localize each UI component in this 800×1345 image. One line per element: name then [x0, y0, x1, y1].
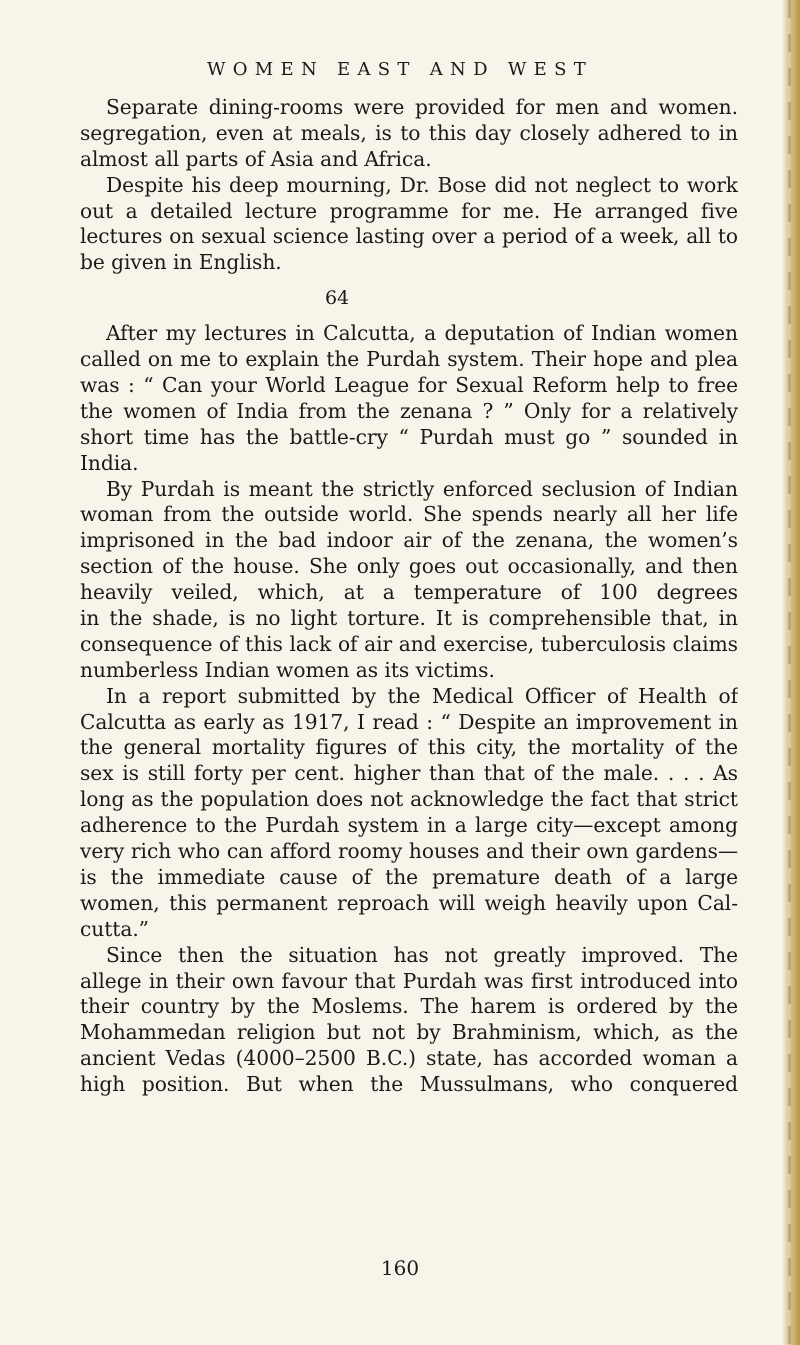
text-line: the women of India from the zenana ? ” Only for a relatively — [80, 398, 738, 423]
text-line: is the immediate cause of the premature death of a large — [80, 864, 738, 889]
text-line: women, this permanent reproach will weigh heavily upon Cal- — [80, 890, 738, 915]
text-line: very rich who can afford roomy houses and their own gardens— — [80, 839, 738, 864]
text-line: consequence of this lack of air and exercise, tuberculosis claims — [80, 631, 738, 656]
page-number: 160 — [380, 1256, 420, 1280]
text-line: was : “ Can your World League for Sexual Reform help to free — [80, 373, 738, 398]
text-line: sex is still forty per cent. higher than that of the male. . . . As — [80, 761, 738, 786]
text-line: In a report submitted by the Medical Officer of Health of — [106, 683, 738, 708]
text-line: India. — [80, 450, 139, 475]
body-text — [80, 95, 738, 1098]
page-edge-shadow — [782, 0, 800, 1345]
text-line: Mohammedan religion but not by Brahminism, which, as the — [80, 1020, 738, 1045]
text-line: After my lectures in Calcutta, a deputation of Indian women — [106, 321, 738, 346]
running-head: WOMEN EAST AND WEST — [206, 59, 594, 80]
text-line: Despite his deep mourning, Dr. Bose did not neglect to work — [106, 172, 738, 197]
text-line: Since then the situation has not greatly improved. The — [106, 942, 738, 967]
text-line: ancient Vedas (4000–2500 B.C.) state, has accorded woman a — [80, 1046, 738, 1071]
text-line: almost all parts of Asia and Africa. — [80, 146, 432, 171]
text-line: short time has the battle-cry “ Purdah must go ” sounded in — [80, 424, 738, 449]
text-line: allege in their own favour that Purdah was first introduced into — [80, 968, 738, 993]
text-line: out a detailed lecture programme for me. He arranged five — [80, 198, 738, 223]
text-line: adherence to the Purdah system in a large city—except among — [80, 813, 738, 838]
text-line: woman from the outside world. She spends nearly all her life — [80, 502, 738, 527]
text-line: called on me to explain the Purdah system. Their hope and plea — [80, 347, 738, 372]
text-line: their country by the Moslems. The harem is ordered by the — [80, 994, 738, 1019]
text-line: cutta.” — [80, 916, 149, 941]
text-line: By Purdah is meant the strictly enforced seclusion of Indian — [106, 476, 738, 501]
text-line: segregation, even at meals, is to this day closely adhered to in — [80, 120, 738, 145]
text-line: lectures on sexual science lasting over a period of a week, all to — [80, 224, 738, 249]
text-line: numberless Indian women as its victims. — [80, 657, 495, 682]
text-line: long as the population does not acknowledge the fact that strict — [80, 787, 738, 812]
text-line: in the shade, is no light torture. It is comprehensible that, in — [80, 606, 738, 631]
text-line: section of the house. She only goes out occasionally, and then — [80, 554, 738, 579]
text-line: Calcutta as early as 1917, I read : “ Despite an improvement in — [80, 709, 738, 734]
text-line: be given in English. — [80, 250, 282, 275]
text-line: the general mortality figures of this city, the mortality of the — [80, 735, 738, 760]
section-number: 64 — [325, 287, 350, 310]
text-line: high position. But when the Mussulmans, who conquered — [80, 1072, 738, 1097]
text-line: Separate dining-rooms were provided for men and women. — [106, 95, 738, 119]
text-line: imprisoned in the bad indoor air of the zenana, the women’s — [80, 528, 738, 553]
text-line: heavily veiled, which, at a temperature of 100 degrees — [80, 580, 738, 605]
